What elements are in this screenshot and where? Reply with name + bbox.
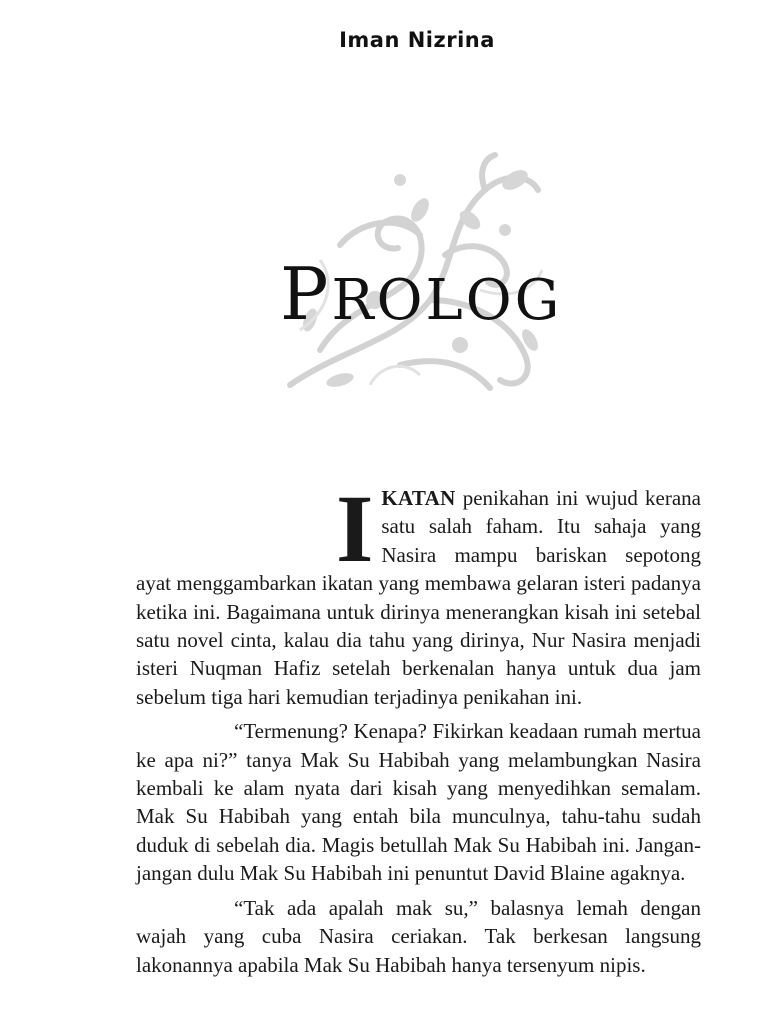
paragraph-1-text: penikahan ini wujud kerana satu salah faham. Itu sahaja yang Nasira mampu bariskan sepotong ayat menggambarkan ikatan yang membawa gelaran isteri padanya ketika ini. Bagaimana untuk dirinya menerangkan kisah ini setebal satu novel cinta, kalau dia tahu yang dirinya, Nur Nasira menjadi isteri Nuqman Hafiz setelah berkenalan hanya untuk dua jam sebelum tiga hari kemudian terjadinya penikahan ini. — [136, 486, 701, 709]
chapter-title-initial: P — [280, 252, 332, 336]
chapter-body — [136, 475, 701, 985]
paragraph-1 — [136, 475, 701, 711]
chapter-title-rest: ROLOG — [331, 268, 563, 333]
paragraph-2: “Termenung? Kenapa? Fikirkan keadaan rumah mertua ke apa ni?” tanya Mak Su Habibah yang melambungkan Nasira kembali ke alam nyata dari kisah yang menyedihkan semalam. Mak Su Habibah yang entah bila munculnya, tahu-tahu sudah duduk di sebelah dia. Magis betullah Mak Su Habibah ini. Jangan-jangan dulu Mak Su Habibah ini penuntut David Blaine agaknya. — [136, 719, 701, 886]
chapter-title — [280, 252, 562, 336]
drop-cap: I — [336, 475, 374, 582]
running-header-author: Iman Nizrina — [339, 28, 495, 52]
lead-word: KATAN — [381, 486, 456, 510]
paragraph-3: “Tak ada apalah mak su,” balasnya lemah dengan wajah yang cuba Nasira ceriakan. Tak berkesan langsung lakonannya apabila Mak Su Habibah hanya tersenyum nipis. — [136, 895, 701, 977]
